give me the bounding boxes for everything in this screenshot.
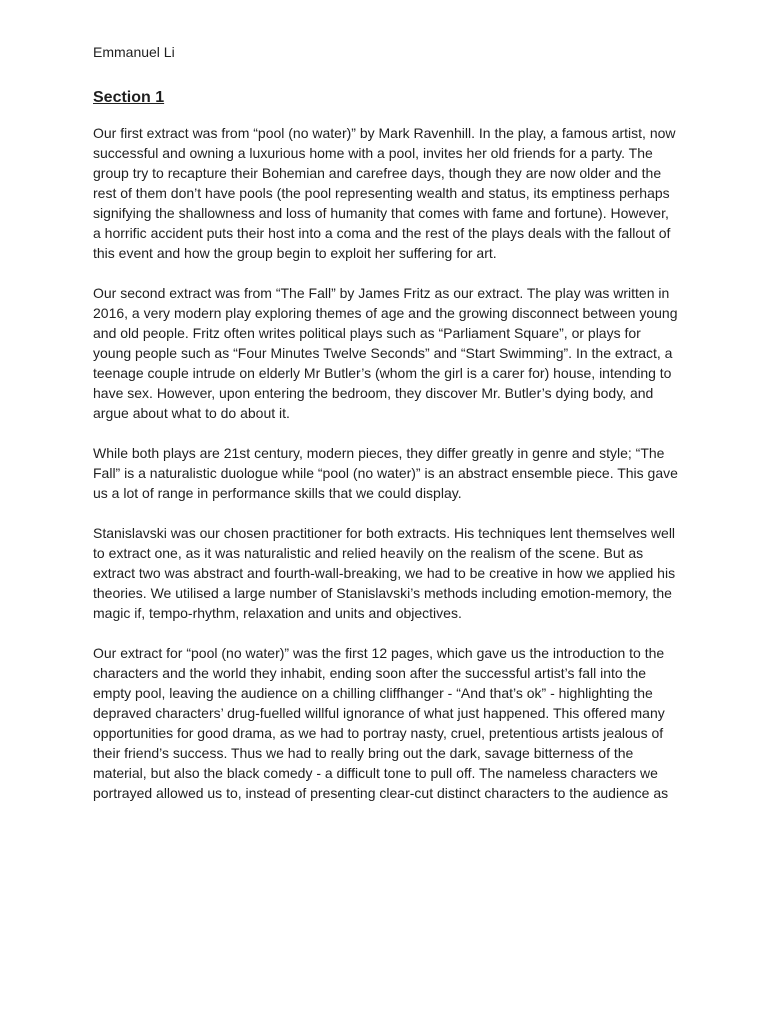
author-name: Emmanuel Li (93, 44, 175, 60)
paragraph-3: While both plays are 21st century, modern pieces, they differ greatly in genre and style; “The Fall” is a naturalistic duologue while “pool (no water)” is an abstract ensemble piece. This gave us a lot of range in performance skills that we could display. (93, 445, 678, 501)
paragraph-2: Our second extract was from “The Fall” by James Fritz as our extract. The play was written in 2016, a very modern play exploring themes of age and the growing disconnect between young and old people. Fritz often writes political plays such as “Parliament Square”, or plays for young people such as “Four Minutes Twelve Seconds” and “Start Swimming”. In the extract, a teenage couple intrude on elderly Mr Butler’s (whom the girl is a carer for) house, intending to have sex. However, upon entering the bedroom, they discover Mr. Butler’s dying body, and argue about what to do about it. (93, 285, 678, 421)
paragraph-4: Stanislavski was our chosen practitioner for both extracts. His techniques lent themselves well to extract one, as it was naturalistic and relied heavily on the realism of the scene. But as extract two was abstract and fourth-wall-breaking, we had to be creative in how we applied his theories. We utilised a large number of Stanislavski’s methods including emotion-memory, the magic if, tempo-rhythm, relaxation and units and objectives. (93, 525, 676, 621)
paragraph-5: Our extract for “pool (no water)” was the first 12 pages, which gave us the introduction to the characters and the world they inhabit, ending soon after the successful artist’s fall into the empty pool, leaving the audience on a chilling cliffhanger - “And that’s ok” - highlighting the depraved characters’ drug-fuelled willful ignorance of what just happened. This offered many opportunities for good drama, as we had to portray nasty, cruel, pretentious artists jealous of their friend’s success. Thus we had to really bring out the dark, savage bitterness of the material, but also the black comedy - a difficult tone to pull off. The nameless characters we portrayed allowed us to, instead of presenting clear-cut distinct characters to the audience as (93, 645, 669, 801)
paragraph-1: Our first extract was from “pool (no water)” by Mark Ravenhill. In the play, a famous artist, now successful and owning a luxurious home with a pool, invites her old friends for a party. The group try to recapture their Bohemian and carefree days, though they are now older and the rest of them don’t have pools (the pool representing wealth and status, its emptiness perhaps signifying the shallowness and loss of humanity that comes with fame and fortune). However, a horrific accident puts their host into a coma and the rest of the plays deals with the fallout of this event and how the group begin to exploit her suffering for art. (93, 125, 676, 261)
body-text (93, 123, 678, 803)
section-heading: Section 1 (93, 89, 165, 106)
